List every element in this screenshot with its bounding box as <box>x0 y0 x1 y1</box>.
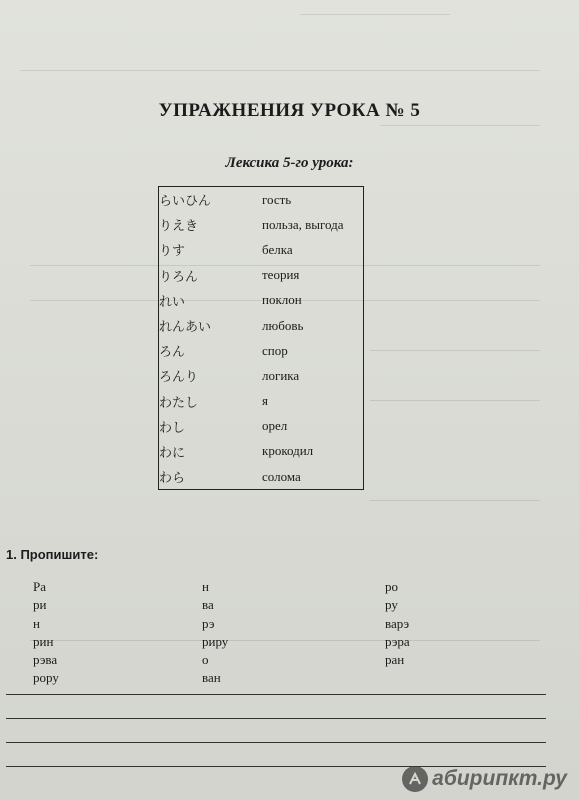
syllable-item: варэ <box>385 615 410 631</box>
japanese-word: りろん <box>159 269 199 285</box>
watermark-logo-icon <box>402 766 428 792</box>
vocabulary-row <box>159 439 364 464</box>
vocabulary-row <box>159 414 364 439</box>
syllable-item: н <box>33 615 40 631</box>
vocabulary-row <box>159 212 364 237</box>
syllable-item: ва <box>202 597 214 613</box>
japanese-word: りす <box>159 244 186 260</box>
vocabulary-subtitle: Лексика 5-го урока: <box>225 155 354 171</box>
russian-translation: польза, выгода <box>262 216 344 232</box>
syllable-item: о <box>202 652 209 668</box>
syllable-item: рору <box>33 670 59 686</box>
syllable-column <box>385 578 410 669</box>
japanese-word: ろんり <box>159 370 199 386</box>
japanese-word: わし <box>159 420 186 436</box>
syllable-item: риру <box>202 633 229 649</box>
russian-translation: я <box>262 393 268 409</box>
russian-translation: гость <box>262 191 292 207</box>
watermark-text: абирипкт.ру <box>432 767 567 790</box>
japanese-word: れい <box>159 294 186 310</box>
russian-translation: спор <box>262 342 288 358</box>
bleed-through-line <box>370 400 540 401</box>
japanese-word: わたし <box>159 395 199 411</box>
vocabulary-row <box>159 263 364 288</box>
russian-translation: поклон <box>262 292 302 308</box>
syllable-item: рэва <box>33 652 58 668</box>
syllable-item: рэ <box>202 615 215 631</box>
russian-translation: крокодил <box>262 443 314 459</box>
syllable-item: ван <box>202 670 221 686</box>
russian-translation: теория <box>262 267 300 283</box>
syllable-item: ри <box>33 597 47 613</box>
bleed-through-line <box>370 500 540 501</box>
vocabulary-row <box>159 288 364 313</box>
russian-translation: белка <box>262 241 293 257</box>
syllable-item: рин <box>33 633 54 649</box>
russian-translation: логика <box>262 367 300 383</box>
vocabulary-row <box>159 389 364 414</box>
bleed-through-line <box>30 640 540 641</box>
japanese-word: らいひん <box>159 194 212 210</box>
bleed-through-line <box>370 350 540 351</box>
syllable-column <box>202 578 228 688</box>
writing-line <box>6 694 546 695</box>
bleed-through-line <box>300 14 450 15</box>
japanese-word: ろん <box>159 345 186 361</box>
writing-line <box>6 742 546 743</box>
syllable-item: н <box>202 579 209 594</box>
exercise-heading: 1. Пропишите: <box>6 547 99 562</box>
vocabulary-row <box>159 363 364 388</box>
watermark <box>402 766 567 792</box>
japanese-word: りえき <box>159 219 199 235</box>
japanese-word: わら <box>159 471 186 487</box>
russian-translation: солома <box>262 468 301 484</box>
japanese-word: れんあい <box>159 320 212 336</box>
vocabulary-row <box>159 187 364 213</box>
bleed-through-line <box>20 70 540 71</box>
writing-line <box>6 718 546 719</box>
vocabulary-row <box>159 464 364 490</box>
vocabulary-table <box>158 186 364 490</box>
vocabulary-row <box>159 313 364 338</box>
syllable-item: ран <box>385 652 405 668</box>
syllable-column <box>33 578 59 688</box>
syllable-item: Ра <box>33 579 46 594</box>
vocabulary-row <box>159 237 364 262</box>
vocabulary-row <box>159 338 364 363</box>
syllable-item: ру <box>385 597 398 613</box>
japanese-word: わに <box>159 445 186 461</box>
bleed-through-line <box>380 125 540 126</box>
syllable-item: рэра <box>385 633 410 649</box>
syllable-item: ро <box>385 579 398 594</box>
russian-translation: любовь <box>262 317 304 333</box>
russian-translation: орел <box>262 418 288 434</box>
page-title: УПРАЖНЕНИЯ УРОКА № 5 <box>158 100 421 121</box>
